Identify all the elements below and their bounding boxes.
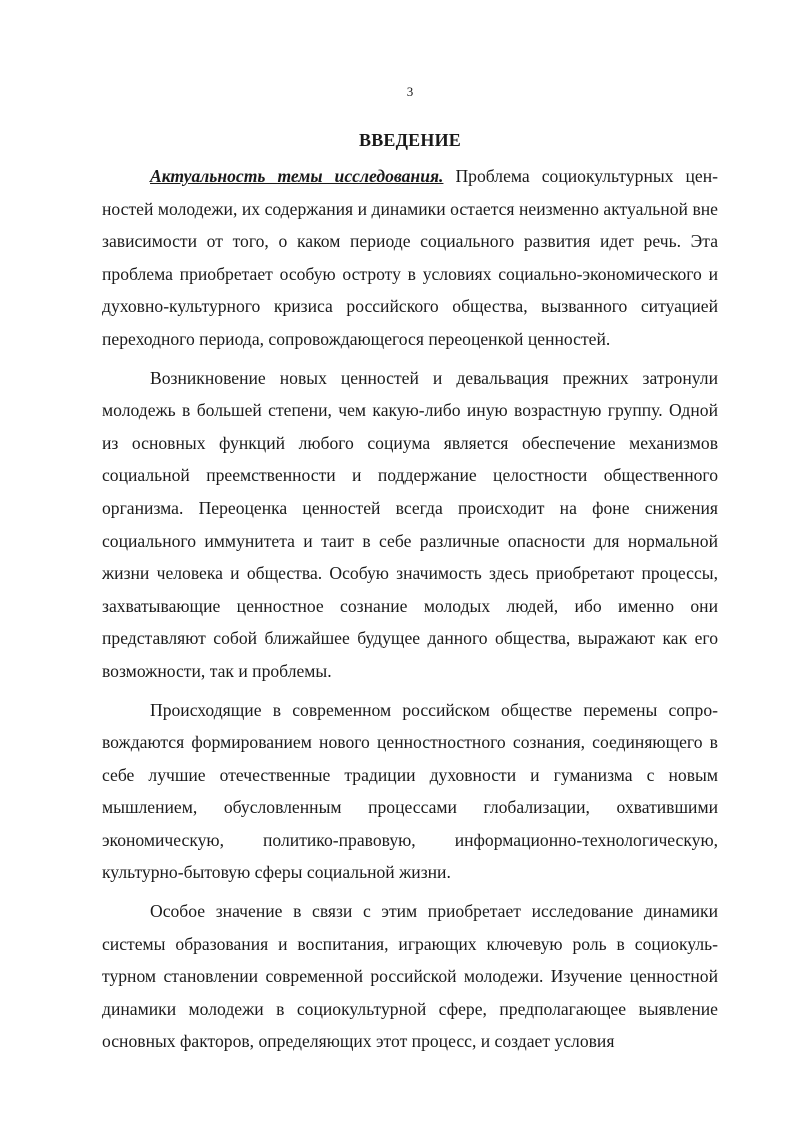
- paragraph-3: Происходящие в современном российском обществе перемены сопровождаются формированием нового ценностностного сознания, соединяющего в себе лучшие отечественные традиции духовности и гуманизма с новым мышлением, обусловленным процессами глобализации, охватившими экономическую, политико-правовую, информационно-технологическую, культурно-бытовую сферы социальной жизни.: [102, 699, 718, 883]
- paragraph-2: Возникновение новых ценностей и девальвация прежних затронули молодежь в большей степени, чем какую-либо иную возрастную группу. Одной из основных функций любого социума является обеспечение механизмов социальной преемственности и поддержание целостности общественного организма. Переоценка ценностей всегда происходит на фоне снижения социального иммунитета и таит в себе различные опасности для нормальной жизни человека и общества. Особую значимость здесь приобретают процессы, захватывающие ценностное сознание молодых людей, ибо именно они представляют собой ближайшее будущее данного общества, выражают как его возможности, так и проблемы.: [102, 367, 718, 681]
- page-number: 3: [406, 84, 414, 99]
- body-text: [102, 160, 718, 1058]
- paragraph-4: Особое значение в связи с этим приобретает исследование динамики системы образования и воспитания, играющих ключевую роль в социокультурном становлении современной российской молодежи. Изучение ценностной динамики молодежи в социокультурной сфере, предполагающее выявление основных факторов, определяющих этот процесс, и создает условия: [102, 901, 718, 1052]
- page-title: ВВЕДЕНИЕ: [358, 130, 461, 150]
- paragraph-1-text: Проблема социокультурных ценностей молодежи, их содержания и динамики остается неизменно актуальной вне зависимости от того, о каком периоде социального развития идет речь. Эта проблема приобретает особую остроту в условиях социально-экономического и духовно-культурного кризиса российского общества, вызванного ситуацией переходного периода, сопровождающегося переоценкой ценностей.: [102, 166, 718, 349]
- paragraph-lead-in: Актуальность темы исследования.: [150, 166, 444, 186]
- paragraph-1: [102, 160, 718, 356]
